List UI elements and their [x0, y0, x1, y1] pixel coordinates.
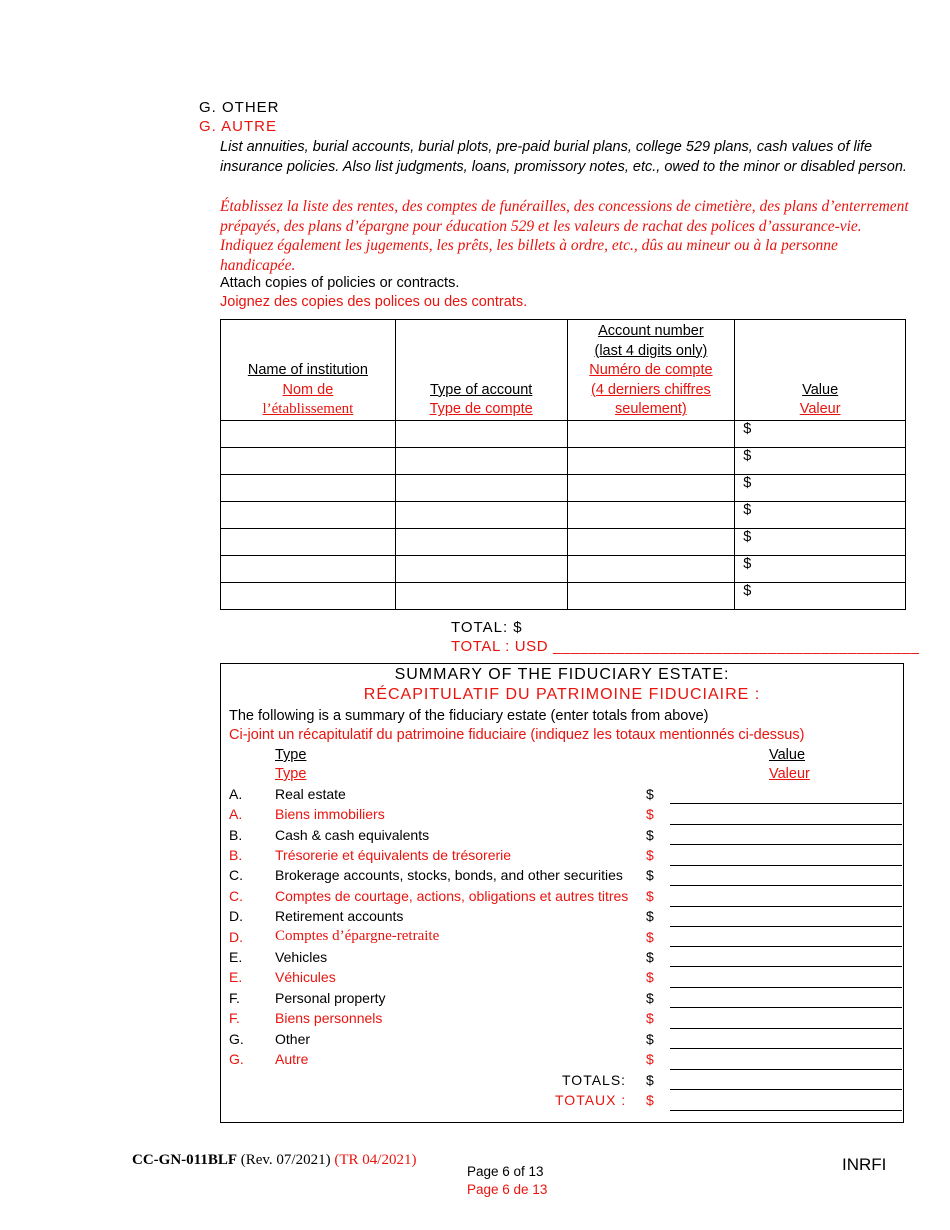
item-label-fr: Biens immobiliers [275, 806, 385, 822]
item-letter: F. [229, 990, 240, 1006]
item-label-en: Personal property [275, 990, 386, 1006]
item-label-en: Retirement accounts [275, 908, 404, 924]
table-row [221, 421, 906, 448]
dollar-sign: $ [646, 969, 654, 985]
account-type-cell[interactable] [395, 529, 567, 556]
value-line-totals[interactable] [670, 1089, 902, 1090]
attach-note-en: Attach copies of policies or contracts. [220, 275, 460, 291]
value-line-real-estate[interactable] [670, 803, 902, 804]
attach-note-fr: Joignez des copies des polices ou des contrats. [220, 294, 528, 310]
summary-title-en: SUMMARY OF THE FIDUCIARY ESTATE: [394, 666, 730, 683]
value-cell[interactable]: $ [735, 529, 906, 556]
account-number-cell[interactable] [567, 556, 735, 583]
institution-cell[interactable] [221, 448, 396, 475]
item-label-fr: Comptes de courtage, actions, obligations et autres titres [275, 888, 629, 904]
item-letter: F. [229, 1010, 240, 1026]
total-label-en: TOTAL: $ [451, 619, 523, 636]
item-label-en: Vehicles [275, 949, 328, 965]
totals-label-fr: TOTAUX : [555, 1092, 627, 1108]
header-value: Value Valeur [735, 320, 906, 421]
value-line-personal-property[interactable] [670, 1007, 902, 1008]
table-row [221, 529, 906, 556]
value-cell[interactable]: $ [735, 502, 906, 529]
page-number-fr: Page 6 de 13 [467, 1182, 548, 1197]
dollar-sign: $ [646, 806, 654, 822]
dollar-sign: $ [646, 1010, 654, 1026]
header-account-type: Type of account Type de compte [395, 320, 567, 421]
item-letter: G. [229, 1031, 244, 1047]
dollar-sign: $ [646, 990, 654, 1006]
summary-intro-en: The following is a summary of the fiduciary estate (enter totals from above) [229, 708, 709, 724]
dollar-sign: $ [646, 1031, 654, 1047]
value-cell[interactable]: $ [735, 583, 906, 610]
item-label-en: Brokerage accounts, stocks, bonds, and other securities [275, 867, 623, 883]
dollar-sign: $ [646, 786, 654, 802]
form-code-line [132, 1152, 416, 1169]
value-line-personal-property-fr[interactable] [670, 1028, 902, 1029]
value-line-brokerage[interactable] [670, 885, 902, 886]
accounts-table [220, 319, 906, 610]
form-revision: (Rev. 07/2021) [240, 1152, 331, 1168]
item-letter: G. [229, 1051, 244, 1067]
account-type-cell[interactable] [395, 556, 567, 583]
institution-cell[interactable] [221, 421, 396, 448]
value-cell[interactable]: $ [735, 475, 906, 502]
dollar-sign: $ [646, 888, 654, 904]
item-label-en: Other [275, 1031, 311, 1047]
value-line-vehicles[interactable] [670, 966, 902, 967]
item-letter: B. [229, 827, 243, 843]
account-number-cell[interactable] [567, 475, 735, 502]
item-letter: D. [229, 908, 243, 924]
dollar-sign: $ [646, 949, 654, 965]
item-label-fr: Trésorerie et équivalents de trésorerie [275, 847, 512, 863]
account-type-cell[interactable] [395, 475, 567, 502]
header-institution: Name of institution Nom de l’établissement [221, 320, 396, 421]
value-line-totals-fr[interactable] [670, 1110, 902, 1111]
value-line-retirement-fr[interactable] [670, 946, 902, 947]
institution-cell[interactable] [221, 583, 396, 610]
summary-intro-fr: Ci-joint un récapitulatif du patrimoine fiduciaire (indiquez les totaux mentionnés ci-dessus) [229, 727, 805, 743]
dollar-sign: $ [646, 908, 654, 924]
totals-label-en: TOTALS: [562, 1072, 627, 1088]
value-line-brokerage-fr[interactable] [670, 906, 902, 907]
col-value-fr: Valeur [769, 766, 810, 782]
item-letter: B. [229, 847, 243, 863]
table-row [221, 556, 906, 583]
language-code: INRFI [842, 1155, 887, 1174]
value-cell[interactable]: $ [735, 421, 906, 448]
dollar-sign: $ [646, 847, 654, 863]
total-label-fr[interactable]: TOTAL : USD _________________________________________ [451, 638, 920, 655]
form-code: CC-GN-011BLF [132, 1152, 237, 1168]
value-line-real-estate-fr[interactable] [670, 824, 902, 825]
item-label-fr: Véhicules [275, 969, 336, 985]
institution-cell[interactable] [221, 502, 396, 529]
dollar-sign: $ [646, 867, 654, 883]
institution-cell[interactable] [221, 556, 396, 583]
summary-title-fr: RÉCAPITULATIF DU PATRIMOINE FIDUCIAIRE : [363, 686, 761, 703]
item-letter: C. [229, 867, 243, 883]
table-header-row [221, 320, 906, 421]
item-letter: A. [229, 806, 243, 822]
dollar-sign: $ [646, 827, 654, 843]
item-letter: E. [229, 949, 243, 965]
form-translation-date: (TR 04/2021) [334, 1152, 417, 1168]
account-number-cell[interactable] [567, 448, 735, 475]
institution-cell[interactable] [221, 529, 396, 556]
institution-cell[interactable] [221, 475, 396, 502]
table-row [221, 583, 906, 610]
item-letter: A. [229, 786, 243, 802]
dollar-sign: $ [646, 929, 654, 945]
item-letter: E. [229, 969, 243, 985]
col-type-fr: Type [275, 766, 307, 782]
item-label-en: Real estate [275, 786, 346, 802]
item-letter: D. [229, 929, 243, 945]
section-title-fr: G. AUTRE [199, 118, 278, 135]
value-cell[interactable]: $ [735, 448, 906, 475]
item-letter: C. [229, 888, 243, 904]
account-number-cell[interactable] [567, 529, 735, 556]
page-number-en: Page 6 of 13 [467, 1164, 544, 1179]
dollar-sign: $ [646, 1092, 654, 1108]
table-row [221, 502, 906, 529]
table-row [221, 475, 906, 502]
col-type-en: Type [275, 747, 307, 763]
item-label-fr: Biens personnels [275, 1010, 383, 1026]
value-line-cash-fr[interactable] [670, 865, 902, 866]
dollar-sign: $ [646, 1051, 654, 1067]
col-value-en: Value [769, 747, 806, 763]
account-number-cell[interactable] [567, 502, 735, 529]
account-number-cell[interactable] [567, 583, 735, 610]
account-type-cell[interactable] [395, 583, 567, 610]
account-type-cell[interactable] [395, 421, 567, 448]
dollar-sign: $ [646, 1072, 654, 1088]
section-title-en: G. OTHER [199, 99, 280, 116]
value-cell[interactable]: $ [735, 556, 906, 583]
value-line-other[interactable] [670, 1048, 902, 1049]
value-line-retirement[interactable] [670, 926, 902, 927]
item-label-fr: Comptes d’épargne-retraite [275, 928, 440, 944]
account-number-cell[interactable] [567, 421, 735, 448]
header-account-number: Account number (last 4 digits only) Numéro de compte (4 derniers chiffres seulement) [567, 320, 735, 421]
value-line-cash[interactable] [670, 844, 902, 845]
item-label-fr: Autre [275, 1051, 309, 1067]
account-type-cell[interactable] [395, 448, 567, 475]
item-label-en: Cash & cash equivalents [275, 827, 430, 843]
value-line-other-fr[interactable] [670, 1069, 902, 1070]
value-line-vehicles-fr[interactable] [670, 987, 902, 988]
account-type-cell[interactable] [395, 502, 567, 529]
instructions-en: List annuities, burial accounts, burial plots, pre-paid burial plans, college 529 plans, cash values of life insurance policies. Also list judgments, loans, promissory notes, etc., owed to the minor or disabled person. [220, 139, 907, 175]
instructions-fr: Établissez la liste des rentes, des comptes de funérailles, des concessions de cimetière, des plans d’enterrement prépayés, des plans d’épargne pour éducation 529 et les valeurs de rachat des polices d’assurance-vie. Indiquez également les jugements, les prêts, les billets à ordre, etc., dûs au mineur ou à la personne handicapée. [220, 198, 909, 274]
table-row [221, 448, 906, 475]
